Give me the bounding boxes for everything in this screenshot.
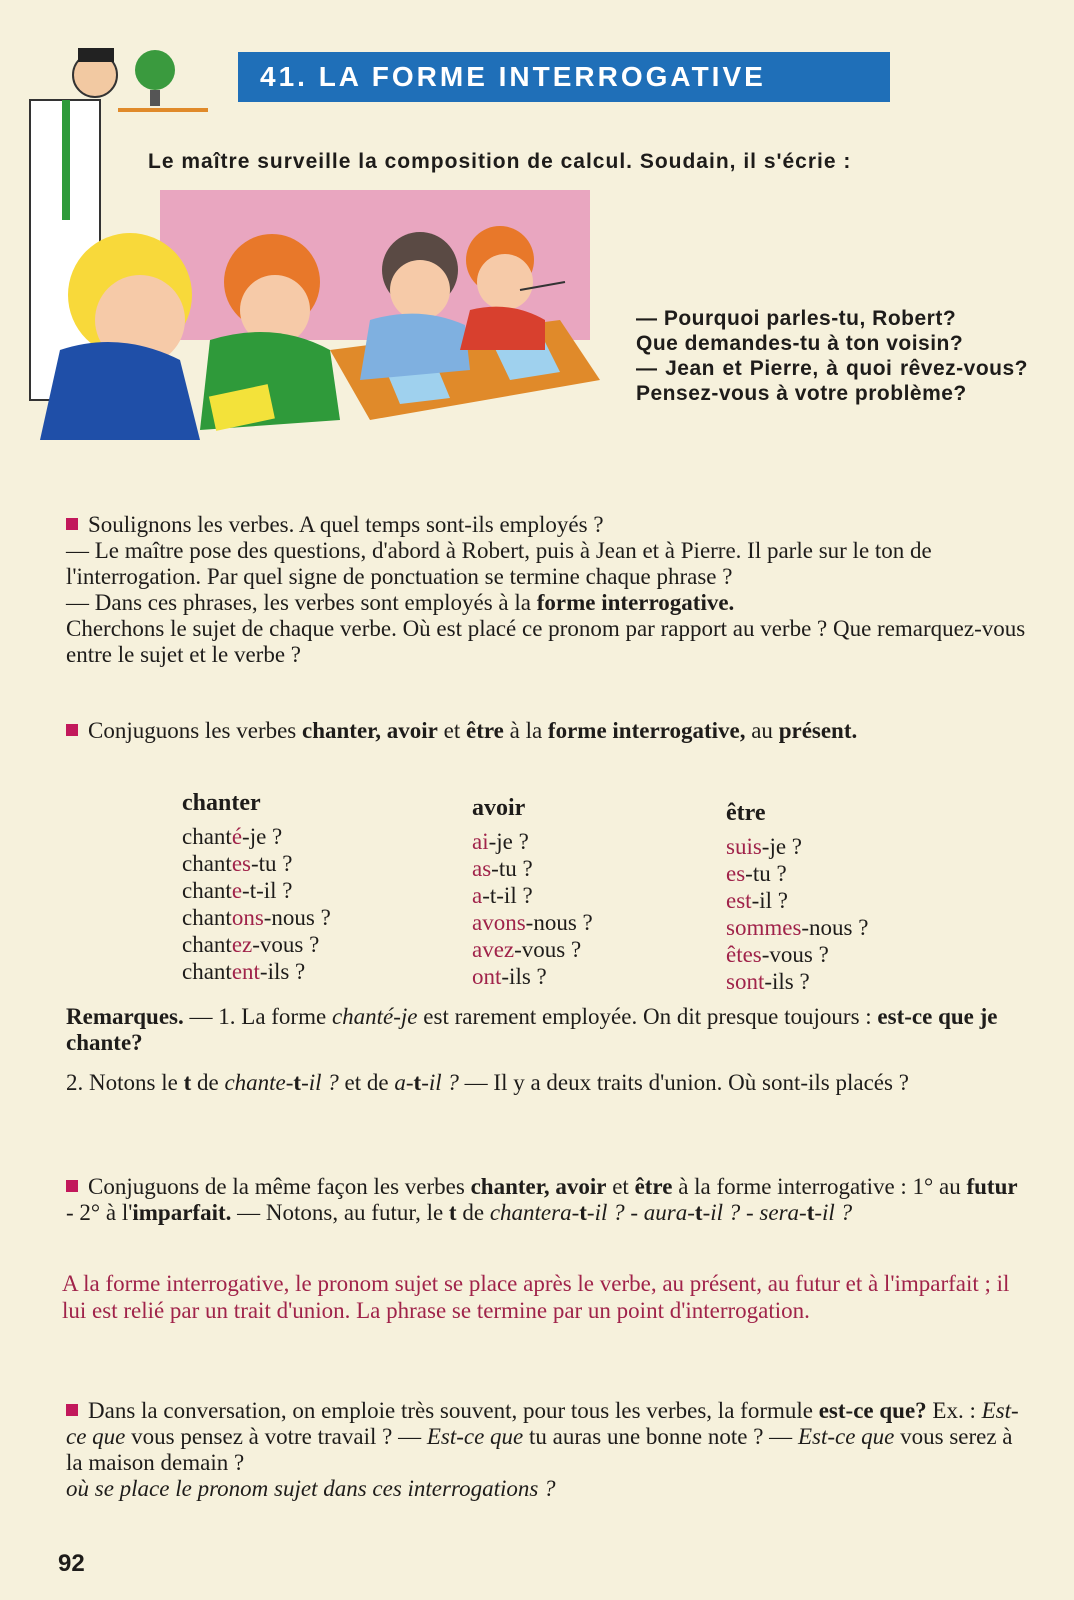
- key-term: présent.: [778, 718, 858, 743]
- conjugation-row: chantons-nous ?: [182, 905, 331, 930]
- conjugation-etre: [726, 800, 868, 995]
- page-number: 92: [58, 1550, 85, 1577]
- section-text: au: [745, 718, 779, 743]
- conjugation-row: ai-je ?: [472, 829, 529, 854]
- key-term: forme interrogative,: [547, 718, 746, 743]
- conjugation-row: chantent-ils ?: [182, 959, 306, 984]
- verb-heading: chanter: [182, 790, 261, 816]
- bullet-icon: [66, 724, 78, 736]
- section-text: et: [437, 718, 466, 743]
- bullet-icon: [66, 518, 78, 530]
- conjugation-chanter: [182, 790, 331, 985]
- section-text: Conjuguons les verbes: [88, 718, 303, 743]
- key-term: chanter, avoir: [302, 718, 438, 743]
- closing-question: où se place le pronom sujet dans ces interrogations ?: [66, 1476, 556, 1501]
- verb-heading: avoir: [472, 795, 526, 821]
- remarques-block: Remarques. — 1. La forme chanté-je est rarement employée. On dit presque toujours : est-ce que je chante? 2. Notons le t de chante-t-il ? et de a-t-il ? — Il y a deux traits d'union. Où sont-ils placés ?: [66, 1004, 998, 1095]
- section-conjugate-present: [66, 718, 1026, 744]
- conjugation-row: est-il ?: [726, 888, 788, 913]
- remarques-label: Remarques.: [66, 1004, 184, 1029]
- conjugation-row: ont-ils ?: [472, 964, 547, 989]
- conjugation-row: chanté-je ?: [182, 824, 283, 849]
- conjugation-row: êtes-vous ?: [726, 942, 829, 967]
- dialog-line: — Jean et Pierre, à quoi rêvez-vous? Pensez-vous à votre problème?: [636, 357, 1028, 405]
- conjugation-row: a-t-il ?: [472, 883, 533, 908]
- conjugation-row: chantes-tu ?: [182, 851, 293, 876]
- key-term: est-ce que je chante?: [66, 1004, 998, 1055]
- conjugation-row: avons-nous ?: [472, 910, 593, 935]
- section-observation: [66, 512, 1026, 668]
- conjugation-row: as-tu ?: [472, 856, 533, 881]
- conjugation-row: sont-ils ?: [726, 969, 810, 994]
- conjugation-avoir: [472, 795, 593, 990]
- grammar-rule: A la forme interrogative, le pronom sujet se place après le verbe, au présent, au futur et à l'imparfait ; il lui est relié par un trait d'union. La phrase se termine par un point d'interrogation.: [62, 1271, 1010, 1323]
- section-text: Cherchons le sujet de chaque verbe. Où est placé ce pronom par rapport au verbe ? Que remarquez-vous entre le sujet et le verbe ?: [66, 616, 1026, 667]
- section-text: — Le maître pose des questions, d'abord à Robert, puis à Jean et à Pierre. Il parle sur le ton de l'interrogation. Par quel signe de ponctuation se termine chaque phrase ?: [66, 538, 932, 589]
- section-text: — Dans ces phrases, les verbes sont employés à la: [66, 590, 537, 615]
- section-futur-imparfait: Conjuguons de la même façon les verbes chanter, avoir et être à la forme interrogative : 1° au futur - 2° à l'imparfait. — Notons, au futur, le t de chantera-t-il ? - aura-t-il ? - sera-t-il ?: [66, 1174, 1018, 1225]
- bullet-icon: [66, 1180, 78, 1192]
- section-text: à la: [503, 718, 548, 743]
- conjugation-row: chantez-vous ?: [182, 932, 320, 957]
- section-text: Soulignons les verbes. A quel temps sont-ils employés ?: [88, 512, 604, 537]
- section-est-ce-que: Dans la conversation, on emploie très souvent, pour tous les verbes, la formule est-ce que? Ex. : Est-ce que vous pensez à votre travail ? — Est-ce que tu auras une bonne note ? — Est-ce que vous serez à la maison demain ? où se place le pronom sujet dans ces interrogations ?: [66, 1398, 1019, 1501]
- verb-heading: être: [726, 800, 766, 826]
- dialog-line: Que demandes-tu à ton voisin?: [636, 332, 964, 355]
- lesson-title: 41. LA FORME INTERROGATIVE: [238, 52, 890, 102]
- key-term: être: [465, 718, 504, 743]
- key-term: forme interrogative.: [536, 590, 735, 615]
- conjugation-row: es-tu ?: [726, 861, 787, 886]
- conjugation-row: avez-vous ?: [472, 937, 582, 962]
- bullet-icon: [66, 1404, 78, 1416]
- teacher-dialog: [636, 306, 1028, 406]
- intro-text: Le maître surveille la composition de calcul. Soudain, il s'écrie :: [148, 150, 852, 173]
- conjugation-row: sommes-nous ?: [726, 915, 869, 940]
- conjugation-row: suis-je ?: [726, 834, 803, 859]
- dialog-line: — Pourquoi parles-tu, Robert?: [636, 307, 957, 330]
- conjugation-row: chante-t-il ?: [182, 878, 293, 903]
